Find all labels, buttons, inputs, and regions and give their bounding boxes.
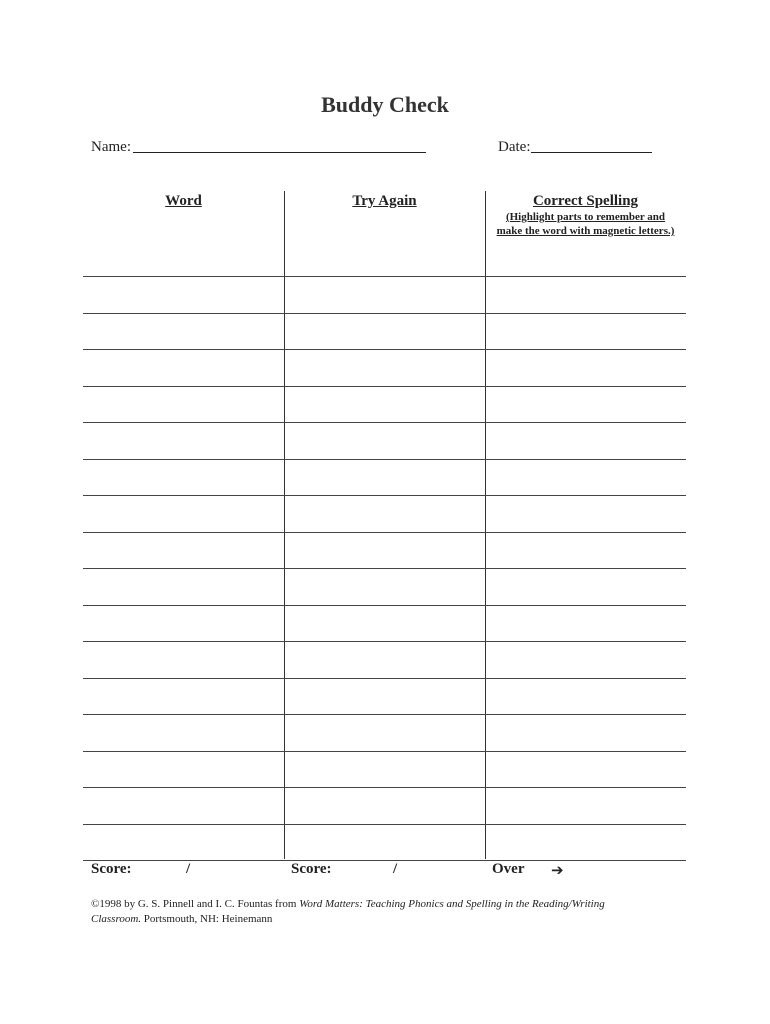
word-cell[interactable] xyxy=(85,461,282,494)
table-row-line xyxy=(83,641,686,642)
spelling-table xyxy=(83,191,686,879)
page-title: Buddy Check xyxy=(321,92,449,117)
word-cell[interactable] xyxy=(85,826,282,859)
word-cell[interactable] xyxy=(85,789,282,822)
correct-spelling-cell[interactable] xyxy=(487,278,684,311)
try-again-cell[interactable] xyxy=(286,716,483,749)
table-row-line xyxy=(83,860,686,861)
try-again-cell[interactable] xyxy=(286,388,483,421)
table-row-line xyxy=(83,787,686,788)
date-label: Date: xyxy=(498,139,531,155)
try-again-cell[interactable] xyxy=(286,789,483,822)
score-slash-word: / xyxy=(186,861,191,877)
table-row-line xyxy=(83,459,686,460)
word-cell[interactable] xyxy=(85,680,282,713)
table-row-line xyxy=(83,495,686,496)
correct-spelling-instruction-line2: make the word with magnetic letters.) xyxy=(496,225,675,237)
copyright-footer xyxy=(91,897,651,927)
correct-spelling-cell[interactable] xyxy=(487,680,684,713)
try-again-cell[interactable] xyxy=(286,643,483,676)
try-again-cell[interactable] xyxy=(286,753,483,786)
footer-publisher: Portsmouth, NH: Heinemann xyxy=(141,913,273,925)
word-cell[interactable] xyxy=(85,643,282,676)
try-again-cell[interactable] xyxy=(286,278,483,311)
table-row-line xyxy=(83,532,686,533)
correct-spelling-cell[interactable] xyxy=(487,388,684,421)
table-row-line xyxy=(83,714,686,715)
table-row-line xyxy=(83,422,686,423)
column-divider-2 xyxy=(485,191,486,859)
try-again-cell[interactable] xyxy=(286,497,483,530)
score-label-word: Score: xyxy=(91,861,132,877)
table-row-line xyxy=(83,678,686,679)
name-label: Name: xyxy=(91,139,131,155)
try-again-cell[interactable] xyxy=(286,315,483,348)
word-cell[interactable] xyxy=(85,424,282,457)
over-label: Over xyxy=(492,861,525,877)
table-row-line xyxy=(83,386,686,387)
name-field-line[interactable] xyxy=(133,152,426,153)
date-field-line[interactable] xyxy=(531,152,652,153)
footer-citation: ©1998 by G. S. Pinnell and I. C. Fountas from xyxy=(91,898,300,910)
try-again-cell[interactable] xyxy=(286,351,483,384)
try-again-cell[interactable] xyxy=(286,570,483,603)
score-slash-try-again: / xyxy=(393,861,398,877)
table-row-line xyxy=(83,568,686,569)
arrow-right-icon: ➔ xyxy=(551,861,564,879)
score-label-try-again: Score: xyxy=(291,861,332,877)
word-cell[interactable] xyxy=(85,278,282,311)
word-cell[interactable] xyxy=(85,716,282,749)
table-row-line xyxy=(83,349,686,350)
correct-spelling-cell[interactable] xyxy=(487,351,684,384)
word-cell[interactable] xyxy=(85,388,282,421)
correct-spelling-cell[interactable] xyxy=(487,534,684,567)
word-cell[interactable] xyxy=(85,315,282,348)
try-again-cell[interactable] xyxy=(286,534,483,567)
try-again-cell[interactable] xyxy=(286,680,483,713)
correct-spelling-instruction-line1: (Highlight parts to remember and xyxy=(505,211,666,223)
column-header-correct-spelling: Correct Spelling xyxy=(532,193,639,209)
column-header-try-again: Try Again xyxy=(352,193,417,209)
correct-spelling-cell[interactable] xyxy=(487,424,684,457)
word-cell[interactable] xyxy=(85,534,282,567)
try-again-cell[interactable] xyxy=(286,607,483,640)
table-row-line xyxy=(83,824,686,825)
word-cell[interactable] xyxy=(85,607,282,640)
correct-spelling-cell[interactable] xyxy=(487,461,684,494)
try-again-cell[interactable] xyxy=(286,424,483,457)
word-cell[interactable] xyxy=(85,497,282,530)
correct-spelling-cell[interactable] xyxy=(487,315,684,348)
column-divider-1 xyxy=(284,191,285,859)
correct-spelling-cell[interactable] xyxy=(487,753,684,786)
correct-spelling-cell[interactable] xyxy=(487,607,684,640)
table-row-line xyxy=(83,276,686,277)
word-cell[interactable] xyxy=(85,351,282,384)
correct-spelling-cell[interactable] xyxy=(487,826,684,859)
try-again-cell[interactable] xyxy=(286,826,483,859)
correct-spelling-cell[interactable] xyxy=(487,716,684,749)
word-cell[interactable] xyxy=(85,753,282,786)
correct-spelling-cell[interactable] xyxy=(487,497,684,530)
correct-spelling-cell[interactable] xyxy=(487,789,684,822)
table-row-line xyxy=(83,751,686,752)
try-again-cell[interactable] xyxy=(286,461,483,494)
table-row-line xyxy=(83,605,686,606)
table-row-line xyxy=(83,313,686,314)
word-cell[interactable] xyxy=(85,570,282,603)
column-header-word: Word xyxy=(165,193,202,209)
footer-book-title: Word Matters: Teaching Phonics and Spelling in the Reading/Writing Classroom. xyxy=(91,898,605,925)
correct-spelling-cell[interactable] xyxy=(487,570,684,603)
correct-spelling-cell[interactable] xyxy=(487,643,684,676)
